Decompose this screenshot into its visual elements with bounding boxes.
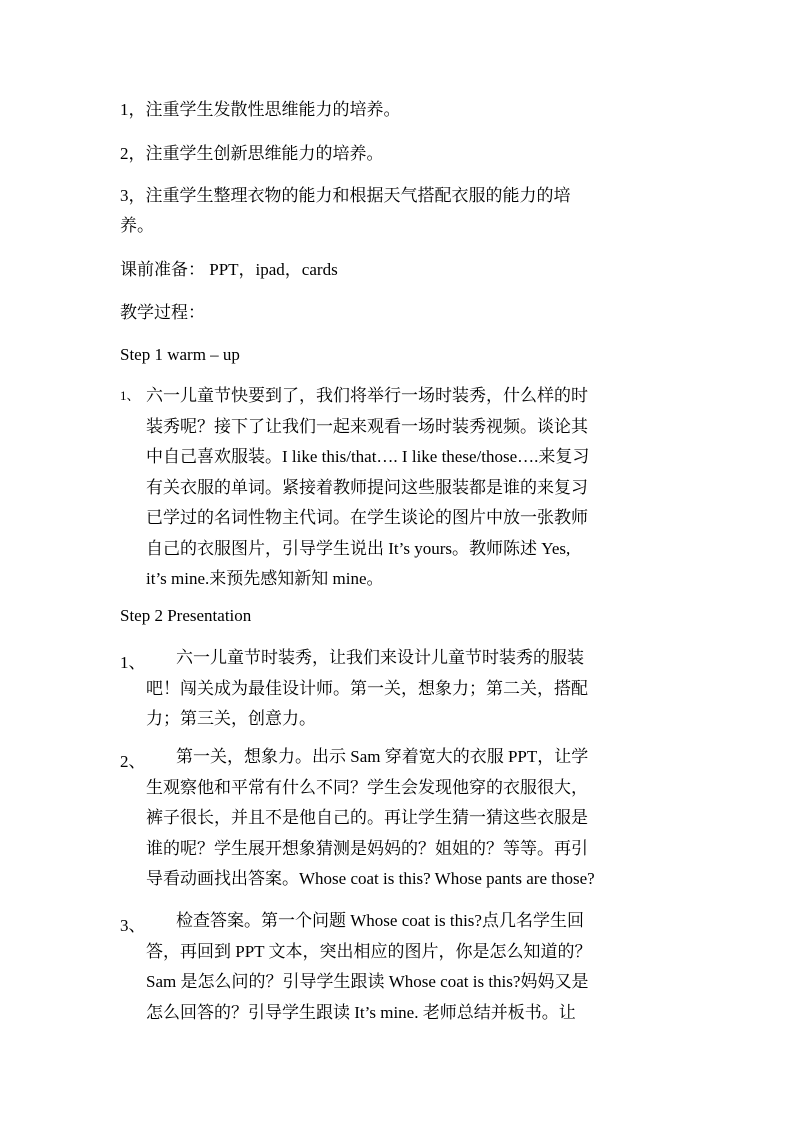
text-line: 答，再回到 PPT 文本，突出相应的图片，你是怎么知道的？	[146, 941, 592, 961]
process-heading: 教学过程：	[120, 303, 205, 322]
text-line: 力；第三关，创意力。	[146, 709, 316, 728]
item-text	[146, 906, 680, 1028]
text-line: 中自己喜欢服装。I like this/that…. I like these/those….来复习	[146, 447, 590, 466]
step1-heading: Step 1 warm – up	[120, 345, 240, 364]
item-number: 3、	[120, 916, 146, 935]
text-line: 六一儿童节快要到了，我们将举行一场时装秀，什么样的时	[146, 386, 588, 405]
goal-3: 3，注重学生整理衣物的能力和根据天气搭配衣服的能力的培	[120, 186, 571, 205]
goal-3-continued: 养。	[120, 216, 154, 235]
text-line: 怎么回答的？引导学生跟读 It’s mine. 老师总结并板书。让	[146, 1002, 576, 1022]
item-number: 2、	[120, 752, 146, 771]
goal-1: 1，注重学生发散性思维能力的培养。	[120, 100, 401, 119]
item-text	[146, 742, 680, 895]
text-line: 检查答案。第一个问题 Whose coat is this?点几名学生回	[176, 911, 584, 930]
text-line: it’s mine.来预先感知新知 mine。	[146, 569, 384, 588]
item-number: 1、	[120, 653, 146, 672]
text-line: 装秀呢？接下了让我们一起来观看一场时装秀视频。谈论其	[146, 416, 588, 436]
text-line: 六一儿童节时装秀，让我们来设计儿童节时装秀的服装	[176, 648, 584, 667]
text-line: 生观察他和平常有什么不同？学生会发现他穿的衣服很大，	[146, 777, 588, 797]
text-line: Sam 是怎么问的？引导学生跟读 Whose coat is this?妈妈又是	[146, 972, 589, 991]
preparation-line: 课前准备： PPT，ipad，cards	[120, 260, 338, 279]
step2-heading: Step 2 Presentation	[120, 606, 252, 625]
text-line: 导看动画找出答案。Whose coat is this? Whose pants are those?	[146, 869, 595, 888]
step1-item-1	[120, 381, 680, 595]
text-line: 裤子很长，并且不是他自己的。再让学生猜一猜这些衣服是	[146, 808, 588, 827]
item-text	[146, 643, 680, 735]
text-line: 吧！闯关成为最佳设计师。第一关，想象力；第二关，搭配	[146, 678, 588, 698]
item-text	[146, 381, 680, 595]
text-line: 已学过的名词性物主代词。在学生谈论的图片中放一张教师	[146, 508, 588, 527]
step2-item-2	[120, 742, 680, 895]
text-line: 第一关，想象力。出示 Sam 穿着宽大的衣服 PPT，让学	[176, 747, 589, 766]
item-number: 1、	[120, 388, 140, 403]
goal-2: 2，注重学生创新思维能力的培养。	[120, 144, 384, 163]
text-line: 有关衣服的单词。紧接着教师提问这些服装都是谁的来复习	[146, 477, 588, 497]
step2-item-1	[120, 643, 680, 735]
text-line: 自己的衣服图片，引导学生说出 It’s yours。教师陈述 Yes,	[146, 538, 571, 558]
text-line: 谁的呢？学生展开想象猜测是妈妈的？姐姐的？等等。再引	[146, 838, 588, 858]
step2-item-3	[120, 906, 680, 1028]
